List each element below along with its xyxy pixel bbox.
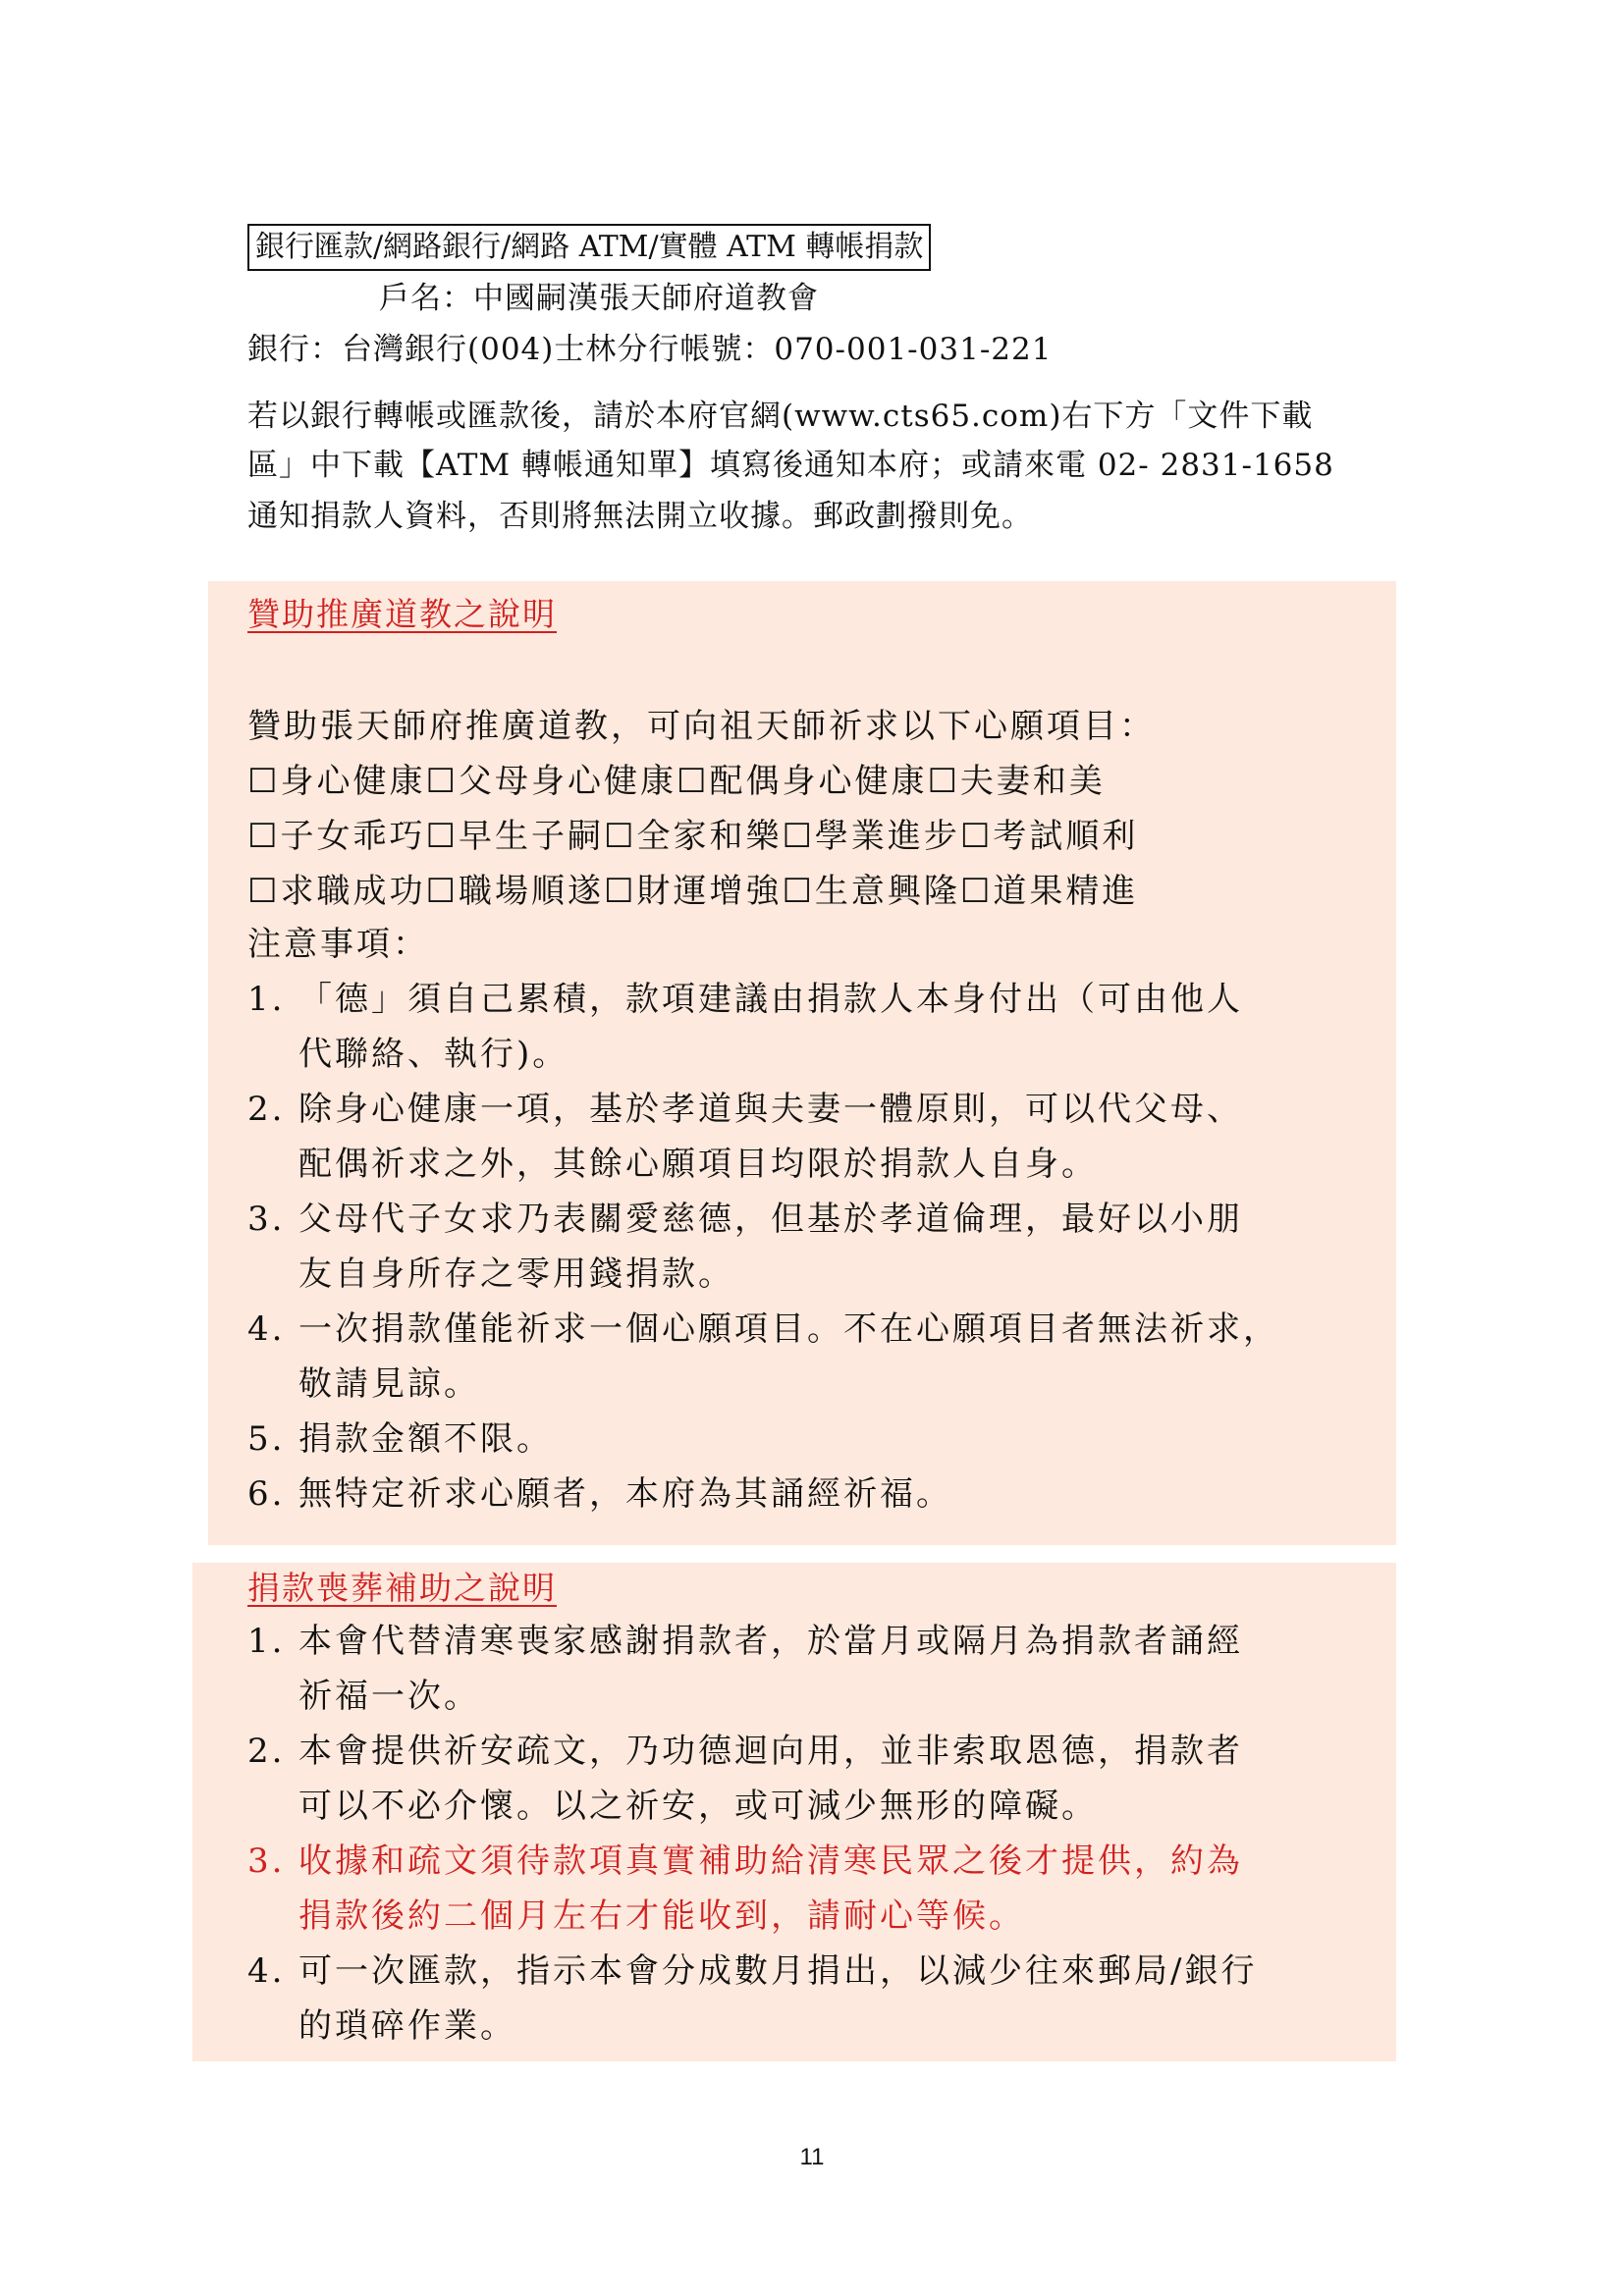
note-number: 2. xyxy=(247,1090,286,1129)
note-item: 3. 父母代子女求乃表關愛慈德，但基於孝道倫理，最好以小朋 xyxy=(247,1200,1243,1239)
aid-number: 1. xyxy=(247,1622,286,1661)
note-number: 1. xyxy=(247,980,286,1019)
aid-number: 2. xyxy=(247,1732,286,1771)
account-name: 戶名：中國嗣漢張天師府道教會 xyxy=(379,281,819,316)
note-item: 1. 「德」須自己累積，款項建議由捐款人本身付出（可由他人 xyxy=(247,980,1243,1019)
note-item-continuation: 配偶祈求之外，其餘心願項目均限於捐款人自身。 xyxy=(298,1145,1098,1184)
note-item: 2. 除身心健康一項，基於孝道與夫妻一體原則，可以代父母、 xyxy=(247,1090,1243,1129)
aid-item: 4. 可一次匯款，指示本會分成數月捐出，以減少往來郵局/銀行 xyxy=(247,1951,1258,1991)
page-number: 11 xyxy=(799,2144,825,2170)
notice-line: 通知捐款人資料，否則將無法開立收據。郵政劃撥則免。 xyxy=(247,499,1033,534)
aid-item-continuation: 可以不必介懷。以之祈安，或可減少無形的障礙。 xyxy=(298,1787,1098,1826)
note-item-continuation: 敬請見諒。 xyxy=(298,1364,480,1404)
notice-line: 區」中下載【ATM 轉帳通知單】填寫後通知本府；或請來電 02- 2831-1658 xyxy=(247,448,1334,483)
sponsor-section-title: 贊助推廣道教之說明 xyxy=(247,595,557,633)
aid-item-continuation: 祈福一次。 xyxy=(298,1677,480,1716)
wish-options-row: ☐身心健康☐父母身心健康☐配偶身心健康☐夫妻和美 xyxy=(247,762,1106,801)
aid-item: 1. 本會代替清寒喪家感謝捐款者，於當月或隔月為捐款者誦經 xyxy=(247,1622,1243,1661)
boxed-title: 銀行匯款/網路銀行/網路 ATM/實體 ATM 轉帳捐款 xyxy=(247,224,931,271)
aid-item-continuation: 的瑣碎作業。 xyxy=(298,2006,516,2046)
note-item-continuation: 代聯絡、執行)。 xyxy=(298,1035,569,1074)
aid-number: 4. xyxy=(247,1951,286,1991)
sponsor-intro: 贊助張天師府推廣道教，可向祖天師祈求以下心願項目： xyxy=(247,707,1156,746)
note-item: 4. 一次捐款僅能祈求一個心願項目。不在心願項目者無法祈求， xyxy=(247,1309,1279,1349)
notes-heading: 注意事項： xyxy=(247,925,429,964)
bank-account-line: 銀行：台灣銀行(004)士林分行帳號：070-001-031-221 xyxy=(247,332,1053,367)
note-number: 6. xyxy=(247,1474,286,1514)
wish-options-row: ☐子女乖巧☐早生子嗣☐全家和樂☐學業進步☐考試順利 xyxy=(247,817,1139,856)
note-item: 6. 無特定祈求心願者，本府為其誦經祈福。 xyxy=(247,1474,952,1514)
funeral-aid-section-title: 捐款喪葬補助之說明 xyxy=(247,1569,557,1607)
note-number: 4. xyxy=(247,1309,286,1349)
wish-options-row: ☐求職成功☐職場順遂☐財運增強☐生意興隆☐道果精進 xyxy=(247,872,1139,911)
notice-line: 若以銀行轉帳或匯款後，請於本府官網(www.cts65.com)右下方「文件下載 xyxy=(247,399,1314,434)
note-item-continuation: 友自身所存之零用錢捐款。 xyxy=(298,1255,734,1294)
aid-item: 2. 本會提供祈安疏文，乃功德迴向用，並非索取恩德，捐款者 xyxy=(247,1732,1243,1771)
note-item: 5. 捐款金額不限。 xyxy=(247,1419,553,1459)
aid-item-highlighted: 3. 收據和疏文須待款項真實補助給清寒民眾之後才提供，約為 xyxy=(247,1842,1243,1881)
note-number: 5. xyxy=(247,1419,286,1459)
note-number: 3. xyxy=(247,1200,286,1239)
aid-item-continuation-highlighted: 捐款後約二個月左右才能收到，請耐心等候。 xyxy=(298,1896,1025,1936)
aid-number: 3. xyxy=(247,1842,286,1881)
